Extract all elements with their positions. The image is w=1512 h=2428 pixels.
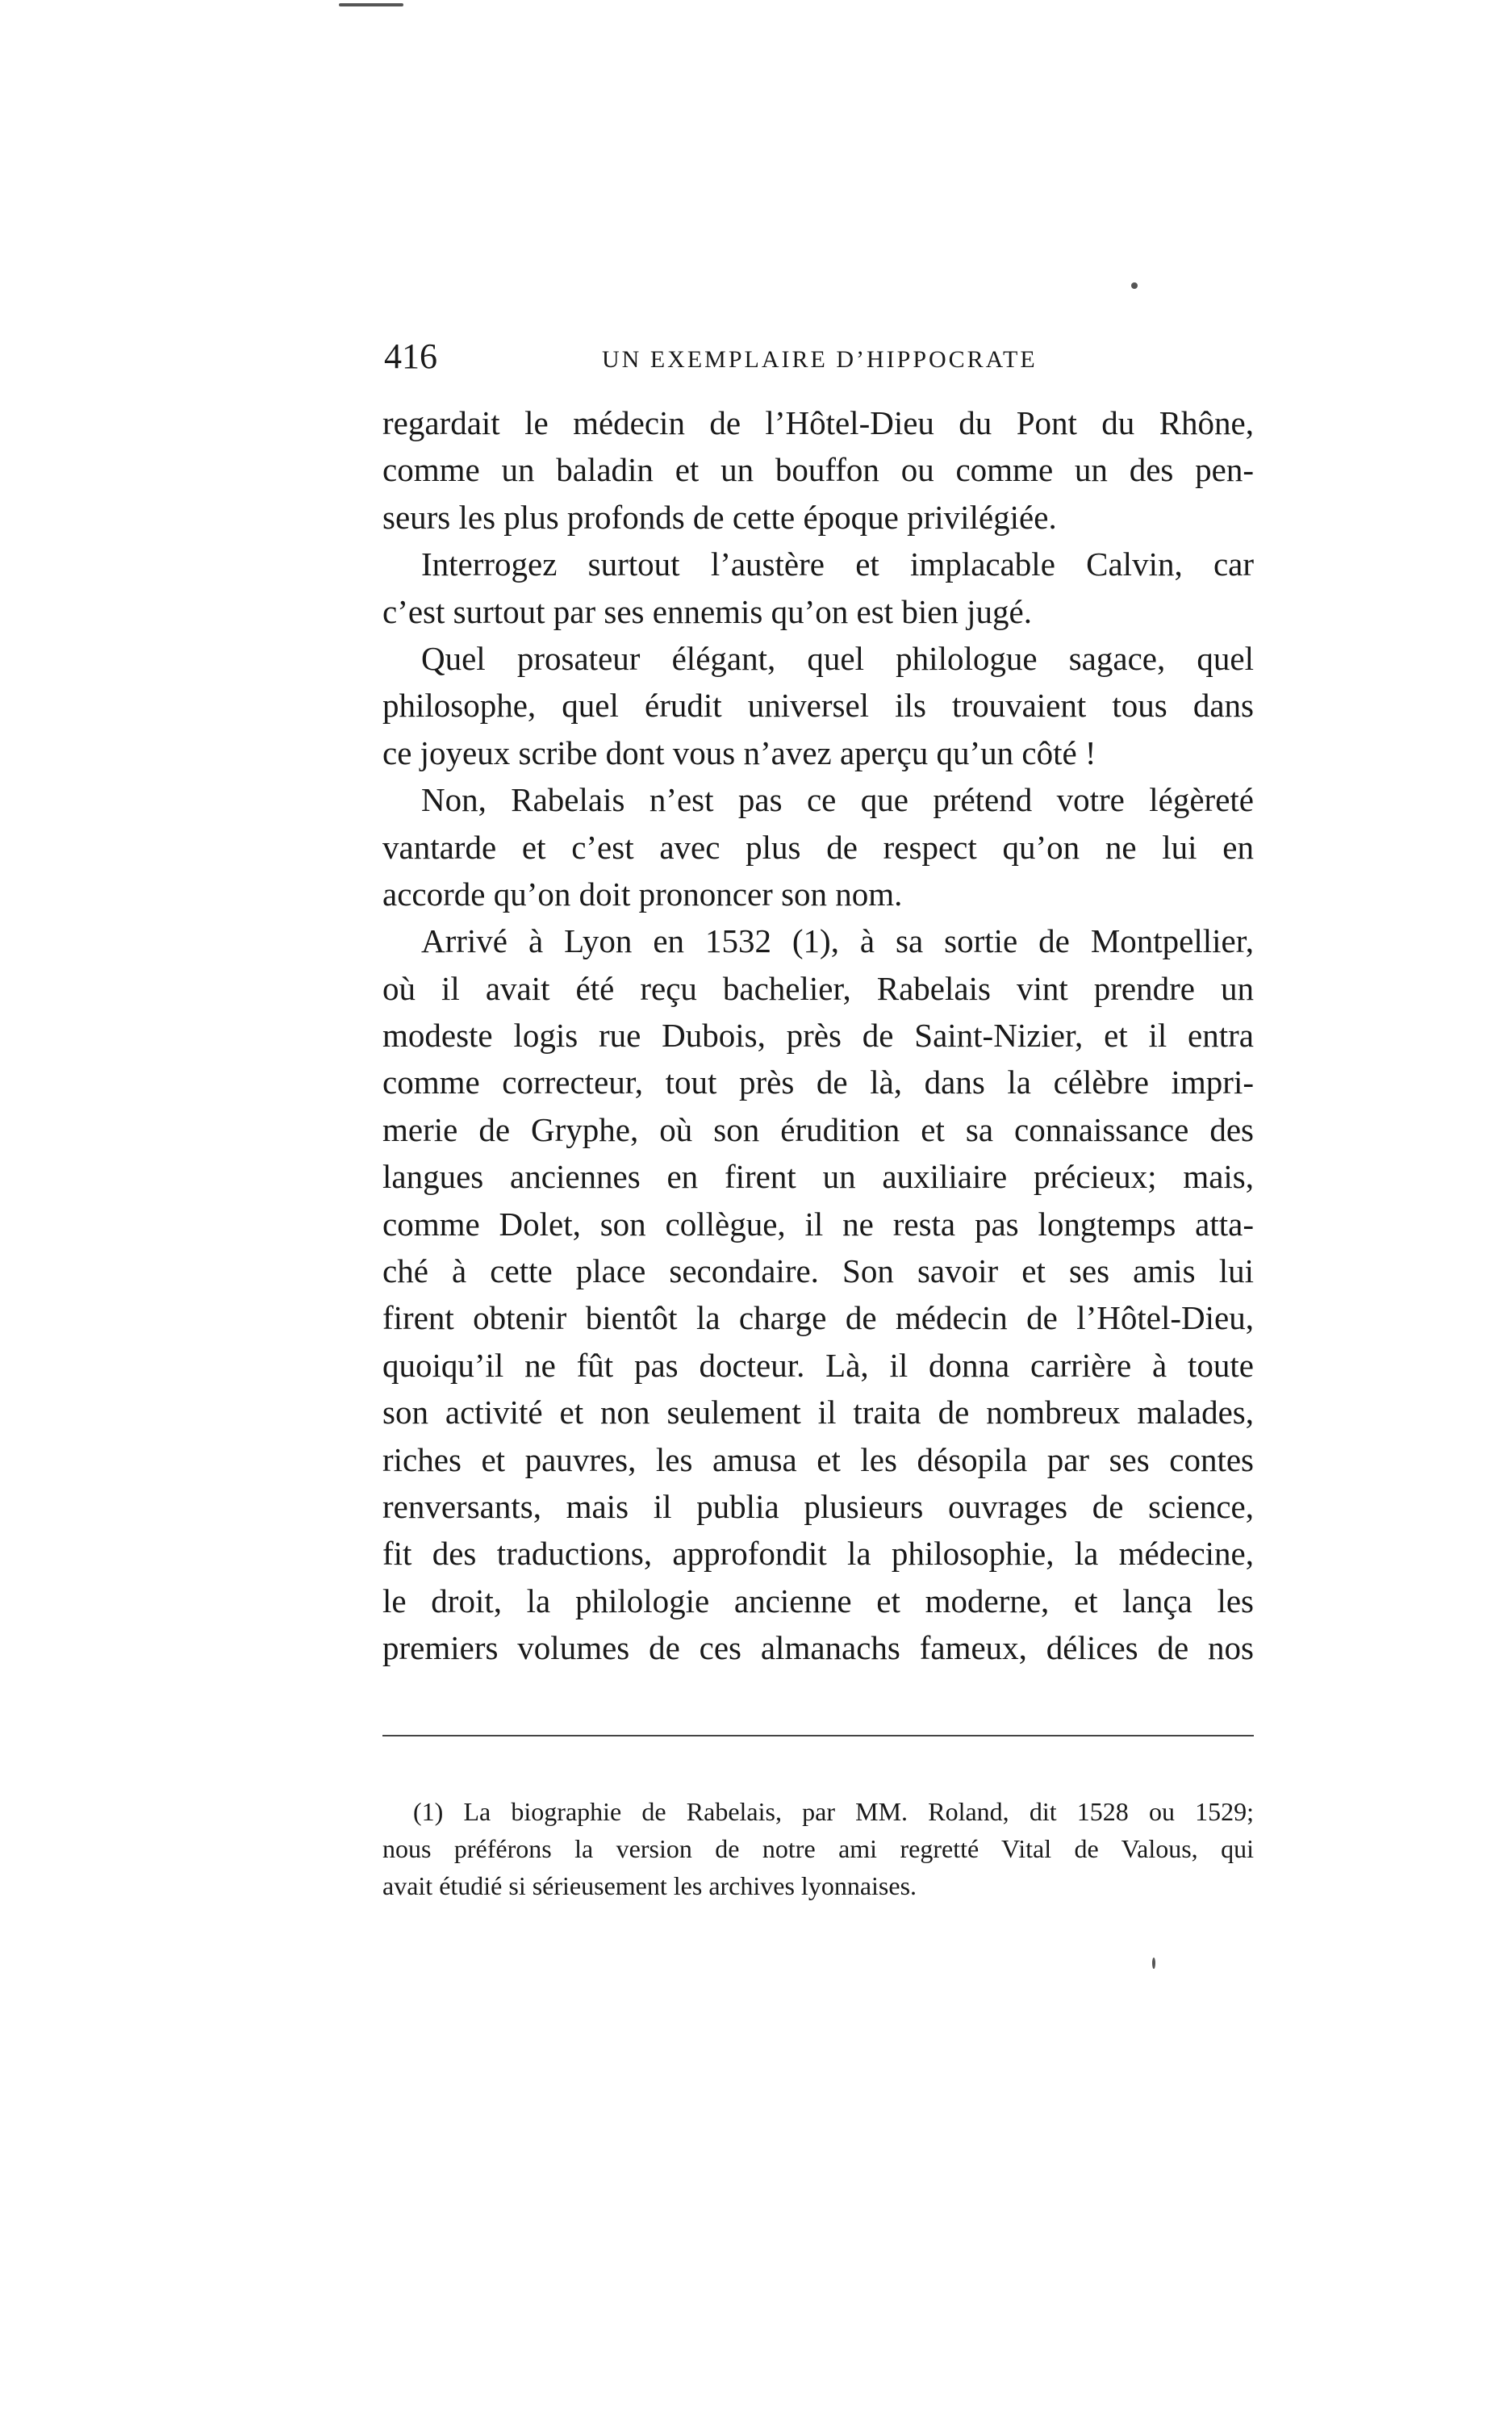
text-line: seurs les plus profonds de cette époque privilégiée. (382, 498, 1057, 536)
scan-mark (339, 3, 403, 6)
text-line: merie de Gryphe, où son érudition et sa connaissance des (382, 1110, 1254, 1148)
page-header (384, 332, 1247, 389)
scan-speck (1131, 282, 1138, 289)
text-line: regardait le médecin de l’Hôtel-Dieu du Pont du Rhône, (382, 404, 1254, 441)
text-line: quoiqu’il ne fût pas docteur. Là, il donna carrière à toute (382, 1346, 1254, 1384)
text-line: premiers volumes de ces almanachs fameux, délices de nos (382, 1629, 1254, 1667)
text-line: fit des traductions, approfondit la philosophie, la médecine, (382, 1535, 1254, 1573)
text-line: où il avait été reçu bachelier, Rabelais vint prendre un (382, 969, 1254, 1007)
footnote (382, 1793, 1254, 1904)
text-line: ché à cette place secondaire. Son savoir et ses amis lui (382, 1252, 1254, 1290)
footnote-line: nous préférons la version de notre ami regretté Vital de Valous, qui (382, 1834, 1254, 1863)
text-line: philosophe, quel érudit universel ils trouvaient tous dans (382, 687, 1254, 725)
text-line: Arrivé à Lyon en 1532 (1), à sa sortie de Montpellier, (421, 922, 1254, 960)
text-line: comme un baladin et un bouffon ou comme un des pen- (382, 451, 1254, 489)
text-line: Quel prosateur élégant, quel philologue sagace, quel (421, 639, 1254, 677)
text-line: vantarde et c’est avec plus de respect qu’on ne lui en (382, 828, 1254, 866)
text-line: firent obtenir bientôt la charge de médecin de l’Hôtel-Dieu, (382, 1299, 1254, 1337)
text-line: langues anciennes en firent un auxiliaire précieux; mais, (382, 1158, 1254, 1196)
text-line: ce joyeux scribe dont vous n’avez aperçu qu’un côté ! (382, 733, 1096, 771)
text-line: riches et pauvres, les amusa et les désopila par ses contes (382, 1440, 1254, 1478)
text-line: comme Dolet, son collègue, il ne resta pas longtemps atta- (382, 1205, 1254, 1243)
scan-speck (1152, 1958, 1155, 1969)
text-line: Interrogez surtout l’austère et implacable Calvin, car (421, 545, 1254, 583)
text-line: renversants, mais il publia plusieurs ouvrages de science, (382, 1487, 1254, 1525)
footnote-divider (382, 1735, 1254, 1736)
running-head: UN EXEMPLAIRE D’HIPPOCRATE (602, 346, 1038, 373)
text-line: comme correcteur, tout près de là, dans la célèbre impri- (382, 1064, 1254, 1101)
text-line: Non, Rabelais n’est pas ce que prétend votre légèreté (421, 781, 1254, 819)
main-text (382, 399, 1254, 1672)
footnote-line: (1) La biographie de Rabelais, par MM. Roland, dit 1528 ou 1529; (413, 1797, 1254, 1826)
page-number: 416 (384, 336, 437, 376)
text-line: son activité et non seulement il traita de nombreux malades, (382, 1394, 1254, 1431)
text-line: le droit, la philologie ancienne et moderne, et lança les (382, 1582, 1254, 1619)
text-line: accorde qu’on doit prononcer son nom. (382, 875, 903, 913)
footnote-line: avait étudié si sérieusement les archives lyonnaises. (382, 1871, 917, 1900)
text-line: c’est surtout par ses ennemis qu’on est bien jugé. (382, 592, 1033, 630)
text-line: modeste logis rue Dubois, près de Saint-Nizier, et il entra (382, 1017, 1254, 1055)
